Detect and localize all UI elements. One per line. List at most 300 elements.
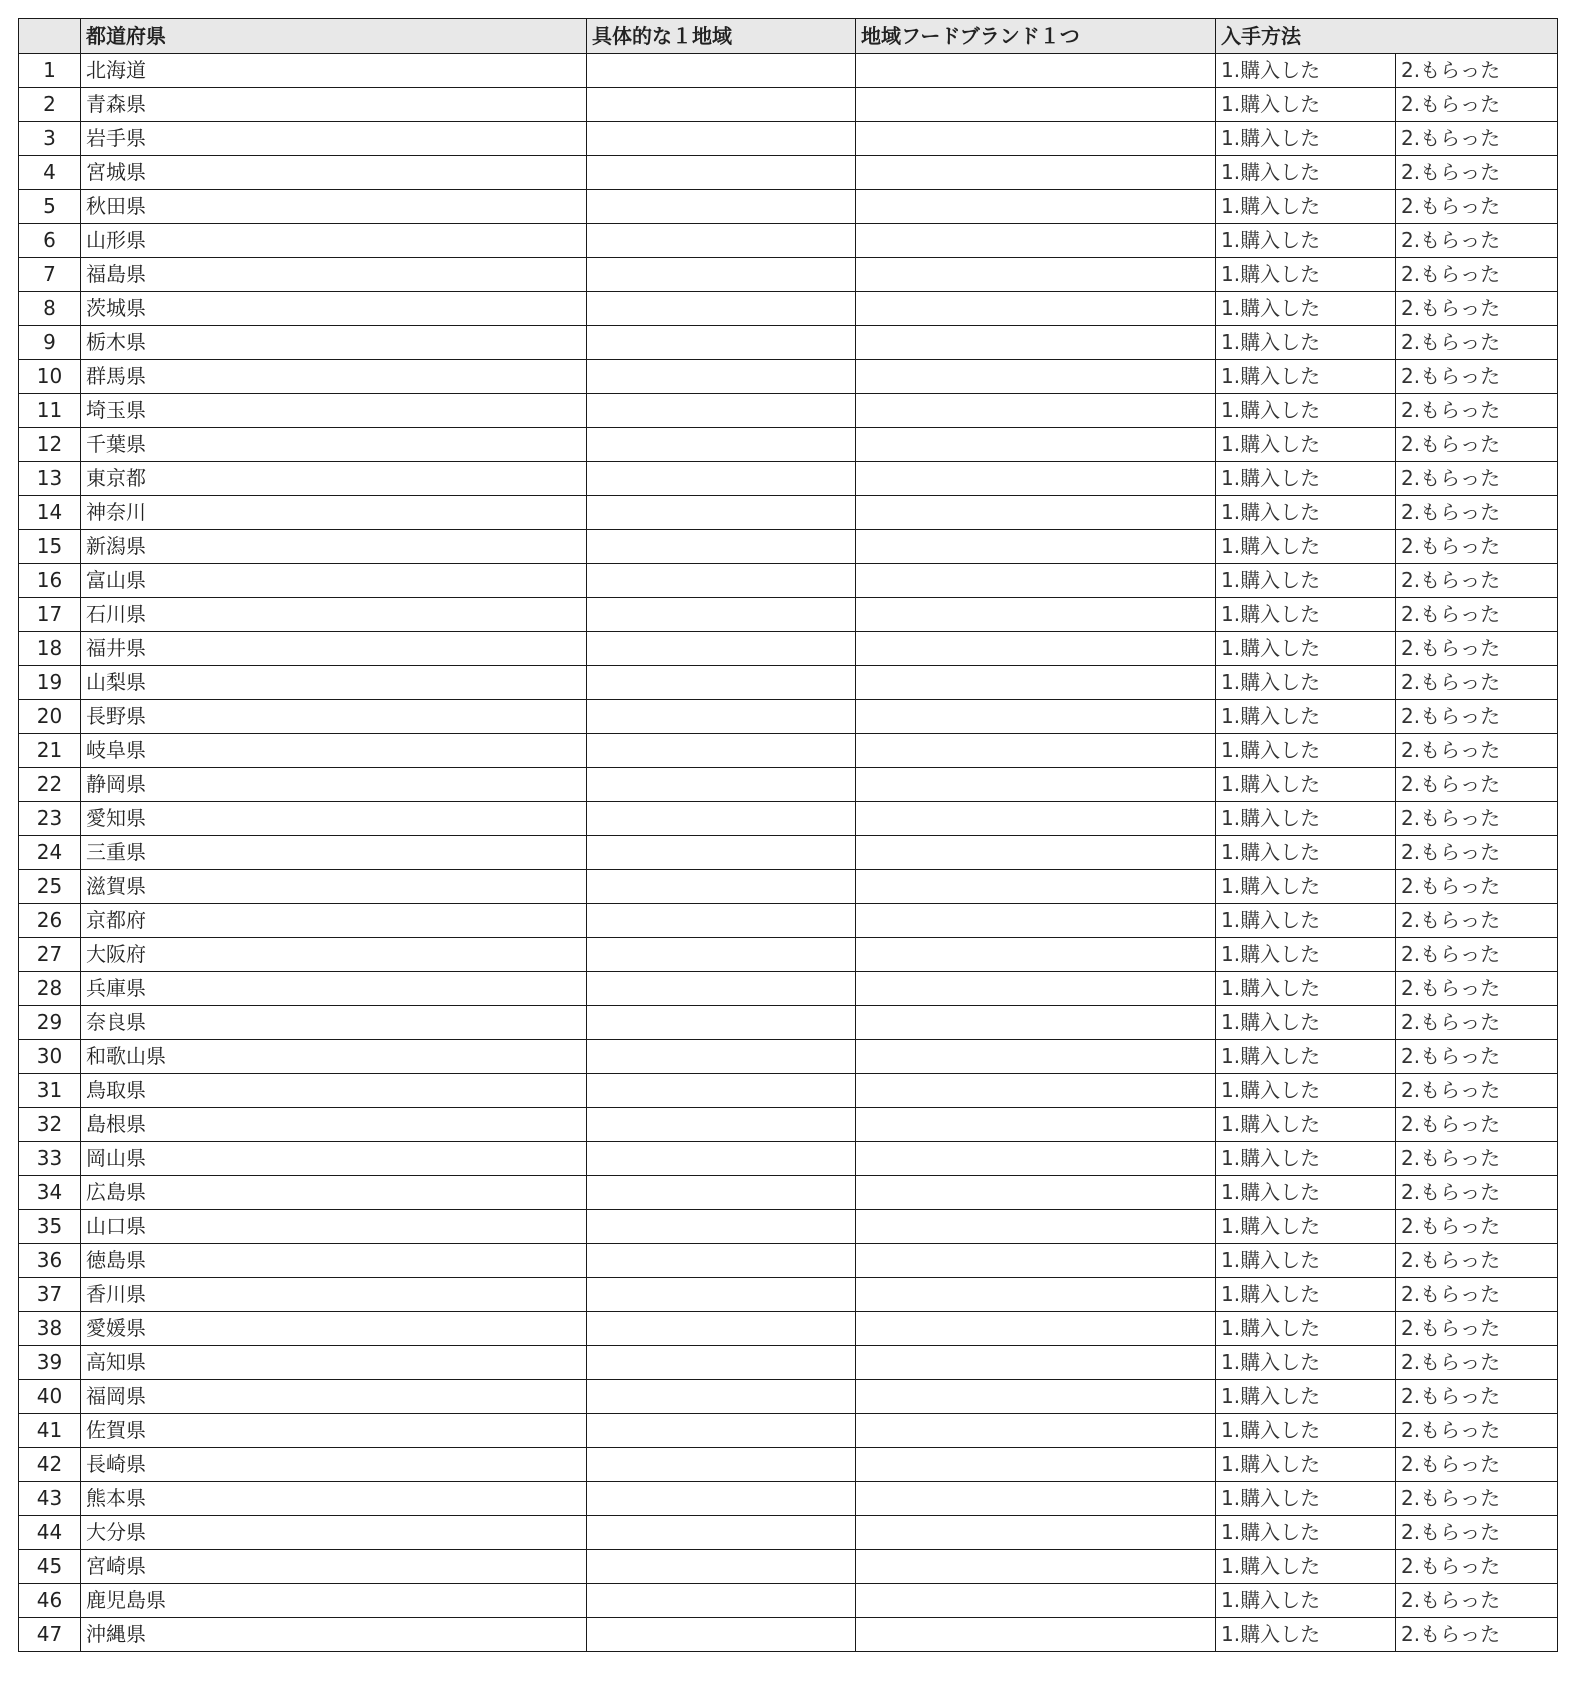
table-row [19, 632, 1558, 666]
row-region-input[interactable] [587, 768, 856, 802]
row-option-received[interactable]: 2.もらった [1396, 1584, 1558, 1618]
row-option-received[interactable]: 2.もらった [1396, 768, 1558, 802]
row-number: 18 [19, 632, 81, 666]
row-region-input[interactable] [587, 700, 856, 734]
row-prefecture: 富山県 [81, 564, 587, 598]
row-region-input[interactable] [587, 1040, 856, 1074]
table-row [19, 122, 1558, 156]
row-brand-input[interactable] [856, 1040, 1216, 1074]
table-row [19, 1006, 1558, 1040]
row-number: 23 [19, 802, 81, 836]
row-brand-input[interactable] [856, 904, 1216, 938]
row-prefecture: 福島県 [81, 258, 587, 292]
row-option-received[interactable]: 2.もらった [1396, 360, 1558, 394]
header-region: 具体的な１地域 [587, 19, 856, 54]
row-option-bought[interactable]: 1.購入した [1216, 836, 1396, 870]
row-option-bought[interactable]: 1.購入した [1216, 428, 1396, 462]
row-number: 10 [19, 360, 81, 394]
row-option-received[interactable]: 2.もらった [1396, 224, 1558, 258]
row-option-bought[interactable]: 1.購入した [1216, 598, 1396, 632]
row-option-bought[interactable]: 1.購入した [1216, 1312, 1396, 1346]
row-option-received[interactable]: 2.もらった [1396, 1142, 1558, 1176]
row-number: 26 [19, 904, 81, 938]
prefecture-table [18, 18, 1558, 1652]
row-brand-input[interactable] [856, 1618, 1216, 1652]
row-brand-input[interactable] [856, 1414, 1216, 1448]
row-option-bought[interactable]: 1.購入した [1216, 88, 1396, 122]
row-number: 11 [19, 394, 81, 428]
row-number: 38 [19, 1312, 81, 1346]
row-option-bought[interactable]: 1.購入した [1216, 462, 1396, 496]
row-number: 32 [19, 1108, 81, 1142]
row-option-received[interactable]: 2.もらった [1396, 394, 1558, 428]
row-number: 27 [19, 938, 81, 972]
row-brand-input[interactable] [856, 598, 1216, 632]
table-row [19, 1108, 1558, 1142]
row-number: 3 [19, 122, 81, 156]
row-prefecture: 山口県 [81, 1210, 587, 1244]
table-row [19, 1040, 1558, 1074]
row-region-input[interactable] [587, 428, 856, 462]
table-row [19, 1278, 1558, 1312]
row-prefecture: 徳島県 [81, 1244, 587, 1278]
row-region-input[interactable] [587, 1006, 856, 1040]
row-option-received[interactable]: 2.もらった [1396, 904, 1558, 938]
row-option-bought[interactable]: 1.購入した [1216, 1584, 1396, 1618]
row-option-bought[interactable]: 1.購入した [1216, 1380, 1396, 1414]
row-region-input[interactable] [587, 598, 856, 632]
table-row [19, 1414, 1558, 1448]
row-prefecture: 岐阜県 [81, 734, 587, 768]
table-row [19, 1482, 1558, 1516]
row-option-received[interactable]: 2.もらった [1396, 258, 1558, 292]
row-option-bought[interactable]: 1.購入した [1216, 122, 1396, 156]
table-row [19, 1346, 1558, 1380]
row-brand-input[interactable] [856, 1074, 1216, 1108]
row-option-received[interactable]: 2.もらった [1396, 54, 1558, 88]
row-option-received[interactable]: 2.もらった [1396, 870, 1558, 904]
row-number: 25 [19, 870, 81, 904]
row-region-input[interactable] [587, 938, 856, 972]
table-row [19, 870, 1558, 904]
row-option-bought[interactable]: 1.購入した [1216, 1142, 1396, 1176]
row-option-bought[interactable]: 1.購入した [1216, 632, 1396, 666]
row-number: 46 [19, 1584, 81, 1618]
row-option-bought[interactable]: 1.購入した [1216, 700, 1396, 734]
row-prefecture: 石川県 [81, 598, 587, 632]
prefecture-sheet [18, 18, 1558, 1652]
table-row [19, 428, 1558, 462]
table-row [19, 768, 1558, 802]
row-number: 19 [19, 666, 81, 700]
row-number: 7 [19, 258, 81, 292]
table-row [19, 734, 1558, 768]
row-region-input[interactable] [587, 190, 856, 224]
row-region-input[interactable] [587, 1244, 856, 1278]
row-option-bought[interactable]: 1.購入した [1216, 564, 1396, 598]
table-row [19, 496, 1558, 530]
row-option-received[interactable]: 2.もらった [1396, 666, 1558, 700]
row-brand-input[interactable] [856, 1006, 1216, 1040]
row-region-input[interactable] [587, 1380, 856, 1414]
row-brand-input[interactable] [856, 496, 1216, 530]
row-region-input[interactable] [587, 1584, 856, 1618]
row-option-bought[interactable]: 1.購入した [1216, 1108, 1396, 1142]
table-row [19, 326, 1558, 360]
row-option-bought[interactable]: 1.購入した [1216, 1550, 1396, 1584]
table-row [19, 1210, 1558, 1244]
row-region-input[interactable] [587, 1550, 856, 1584]
row-number: 37 [19, 1278, 81, 1312]
row-option-bought[interactable]: 1.購入した [1216, 1244, 1396, 1278]
row-option-received[interactable]: 2.もらった [1396, 1448, 1558, 1482]
row-option-bought[interactable]: 1.購入した [1216, 972, 1396, 1006]
table-row [19, 1516, 1558, 1550]
row-option-bought[interactable]: 1.購入した [1216, 734, 1396, 768]
row-option-received[interactable]: 2.もらった [1396, 462, 1558, 496]
table-row [19, 1584, 1558, 1618]
row-brand-input[interactable] [856, 938, 1216, 972]
row-option-received[interactable]: 2.もらった [1396, 1278, 1558, 1312]
row-option-received[interactable]: 2.もらった [1396, 1380, 1558, 1414]
row-brand-input[interactable] [856, 734, 1216, 768]
row-option-bought[interactable]: 1.購入した [1216, 1210, 1396, 1244]
table-row [19, 292, 1558, 326]
row-brand-input[interactable] [856, 428, 1216, 462]
row-region-input[interactable] [587, 88, 856, 122]
row-region-input[interactable] [587, 1278, 856, 1312]
table-row [19, 258, 1558, 292]
row-region-input[interactable] [587, 258, 856, 292]
row-region-input[interactable] [587, 496, 856, 530]
table-row [19, 1312, 1558, 1346]
row-option-received[interactable]: 2.もらった [1396, 1006, 1558, 1040]
row-option-received[interactable]: 2.もらった [1396, 496, 1558, 530]
row-option-received[interactable]: 2.もらった [1396, 1210, 1558, 1244]
row-region-input[interactable] [587, 122, 856, 156]
row-brand-input[interactable] [856, 1312, 1216, 1346]
row-brand-input[interactable] [856, 1448, 1216, 1482]
row-brand-input[interactable] [856, 700, 1216, 734]
row-option-received[interactable]: 2.もらった [1396, 428, 1558, 462]
row-number: 2 [19, 88, 81, 122]
header-number [19, 19, 81, 54]
row-region-input[interactable] [587, 666, 856, 700]
row-prefecture: 山形県 [81, 224, 587, 258]
row-prefecture: 山梨県 [81, 666, 587, 700]
row-region-input[interactable] [587, 734, 856, 768]
row-brand-input[interactable] [856, 1210, 1216, 1244]
row-brand-input[interactable] [856, 972, 1216, 1006]
row-number: 12 [19, 428, 81, 462]
table-row [19, 1550, 1558, 1584]
row-brand-input[interactable] [856, 564, 1216, 598]
row-number: 40 [19, 1380, 81, 1414]
table-row [19, 598, 1558, 632]
row-option-bought[interactable]: 1.購入した [1216, 1516, 1396, 1550]
row-region-input[interactable] [587, 394, 856, 428]
row-prefecture: 神奈川 [81, 496, 587, 530]
row-region-input[interactable] [587, 326, 856, 360]
row-option-received[interactable]: 2.もらった [1396, 564, 1558, 598]
row-region-input[interactable] [587, 1346, 856, 1380]
row-option-received[interactable]: 2.もらった [1396, 156, 1558, 190]
row-option-received[interactable]: 2.もらった [1396, 598, 1558, 632]
row-number: 44 [19, 1516, 81, 1550]
row-option-bought[interactable]: 1.購入した [1216, 394, 1396, 428]
row-option-received[interactable]: 2.もらった [1396, 1176, 1558, 1210]
row-region-input[interactable] [587, 360, 856, 394]
row-brand-input[interactable] [856, 1346, 1216, 1380]
row-region-input[interactable] [587, 632, 856, 666]
row-number: 21 [19, 734, 81, 768]
row-prefecture: 兵庫県 [81, 972, 587, 1006]
row-option-bought[interactable]: 1.購入した [1216, 1482, 1396, 1516]
table-row [19, 1448, 1558, 1482]
table-row [19, 666, 1558, 700]
row-number: 43 [19, 1482, 81, 1516]
row-brand-input[interactable] [856, 1380, 1216, 1414]
row-option-received[interactable]: 2.もらった [1396, 632, 1558, 666]
row-option-received[interactable]: 2.もらった [1396, 1482, 1558, 1516]
row-prefecture: 新潟県 [81, 530, 587, 564]
row-region-input[interactable] [587, 1108, 856, 1142]
row-region-input[interactable] [587, 1414, 856, 1448]
row-region-input[interactable] [587, 1448, 856, 1482]
row-brand-input[interactable] [856, 258, 1216, 292]
header-method: 入手方法 [1216, 19, 1558, 54]
row-region-input[interactable] [587, 1516, 856, 1550]
row-prefecture: 長崎県 [81, 1448, 587, 1482]
row-option-received[interactable]: 2.もらった [1396, 836, 1558, 870]
row-prefecture: 静岡県 [81, 768, 587, 802]
row-option-bought[interactable]: 1.購入した [1216, 530, 1396, 564]
row-option-received[interactable]: 2.もらった [1396, 530, 1558, 564]
row-brand-input[interactable] [856, 156, 1216, 190]
row-brand-input[interactable] [856, 1108, 1216, 1142]
row-option-bought[interactable]: 1.購入した [1216, 292, 1396, 326]
table-row [19, 972, 1558, 1006]
row-brand-input[interactable] [856, 870, 1216, 904]
row-option-received[interactable]: 2.もらった [1396, 972, 1558, 1006]
row-prefecture: 奈良県 [81, 1006, 587, 1040]
row-option-bought[interactable]: 1.購入した [1216, 1618, 1396, 1652]
row-brand-input[interactable] [856, 88, 1216, 122]
row-brand-input[interactable] [856, 326, 1216, 360]
row-brand-input[interactable] [856, 292, 1216, 326]
row-region-input[interactable] [587, 462, 856, 496]
row-brand-input[interactable] [856, 768, 1216, 802]
row-region-input[interactable] [587, 224, 856, 258]
header-prefecture: 都道府県 [81, 19, 587, 54]
row-option-bought[interactable]: 1.購入した [1216, 1176, 1396, 1210]
row-brand-input[interactable] [856, 1244, 1216, 1278]
row-option-received[interactable]: 2.もらった [1396, 326, 1558, 360]
row-option-bought[interactable]: 1.購入した [1216, 1278, 1396, 1312]
row-prefecture: 高知県 [81, 1346, 587, 1380]
row-option-bought[interactable]: 1.購入した [1216, 54, 1396, 88]
table-row [19, 700, 1558, 734]
row-option-bought[interactable]: 1.購入した [1216, 1006, 1396, 1040]
row-brand-input[interactable] [856, 360, 1216, 394]
row-number: 34 [19, 1176, 81, 1210]
row-brand-input[interactable] [856, 802, 1216, 836]
row-option-received[interactable]: 2.もらった [1396, 1312, 1558, 1346]
row-number: 36 [19, 1244, 81, 1278]
row-option-received[interactable]: 2.もらった [1396, 1040, 1558, 1074]
row-option-received[interactable]: 2.もらった [1396, 88, 1558, 122]
table-row [19, 394, 1558, 428]
row-number: 28 [19, 972, 81, 1006]
row-option-received[interactable]: 2.もらった [1396, 802, 1558, 836]
row-number: 14 [19, 496, 81, 530]
row-option-bought[interactable]: 1.購入した [1216, 666, 1396, 700]
row-option-received[interactable]: 2.もらった [1396, 938, 1558, 972]
row-option-received[interactable]: 2.もらった [1396, 1244, 1558, 1278]
row-brand-input[interactable] [856, 530, 1216, 564]
table-row [19, 836, 1558, 870]
row-region-input[interactable] [587, 972, 856, 1006]
row-brand-input[interactable] [856, 666, 1216, 700]
table-row [19, 564, 1558, 598]
row-brand-input[interactable] [856, 54, 1216, 88]
row-option-received[interactable]: 2.もらった [1396, 1414, 1558, 1448]
table-row [19, 938, 1558, 972]
row-brand-input[interactable] [856, 1142, 1216, 1176]
row-option-bought[interactable]: 1.購入した [1216, 224, 1396, 258]
row-brand-input[interactable] [856, 1482, 1216, 1516]
row-option-bought[interactable]: 1.購入した [1216, 938, 1396, 972]
row-region-input[interactable] [587, 54, 856, 88]
row-option-received[interactable]: 2.もらった [1396, 122, 1558, 156]
row-prefecture: 長野県 [81, 700, 587, 734]
row-option-bought[interactable]: 1.購入した [1216, 1448, 1396, 1482]
row-prefecture: 宮城県 [81, 156, 587, 190]
row-prefecture: 大阪府 [81, 938, 587, 972]
row-prefecture: 沖縄県 [81, 1618, 587, 1652]
row-brand-input[interactable] [856, 122, 1216, 156]
row-region-input[interactable] [587, 1176, 856, 1210]
row-option-received[interactable]: 2.もらった [1396, 1618, 1558, 1652]
row-option-bought[interactable]: 1.購入した [1216, 496, 1396, 530]
row-option-bought[interactable]: 1.購入した [1216, 326, 1396, 360]
row-option-received[interactable]: 2.もらった [1396, 1108, 1558, 1142]
row-prefecture: 和歌山県 [81, 1040, 587, 1074]
row-option-received[interactable]: 2.もらった [1396, 1346, 1558, 1380]
row-brand-input[interactable] [856, 1176, 1216, 1210]
row-brand-input[interactable] [856, 190, 1216, 224]
row-option-bought[interactable]: 1.購入した [1216, 1074, 1396, 1108]
row-region-input[interactable] [587, 836, 856, 870]
row-prefecture: 宮崎県 [81, 1550, 587, 1584]
row-brand-input[interactable] [856, 1278, 1216, 1312]
row-option-received[interactable]: 2.もらった [1396, 734, 1558, 768]
row-option-bought[interactable]: 1.購入した [1216, 1346, 1396, 1380]
row-prefecture: 福井県 [81, 632, 587, 666]
row-region-input[interactable] [587, 904, 856, 938]
row-option-bought[interactable]: 1.購入した [1216, 802, 1396, 836]
row-prefecture: 東京都 [81, 462, 587, 496]
row-number: 45 [19, 1550, 81, 1584]
table-row [19, 1176, 1558, 1210]
row-region-input[interactable] [587, 1074, 856, 1108]
row-brand-input[interactable] [856, 836, 1216, 870]
table-row [19, 530, 1558, 564]
row-number: 5 [19, 190, 81, 224]
row-option-bought[interactable]: 1.購入した [1216, 768, 1396, 802]
row-option-bought[interactable]: 1.購入した [1216, 156, 1396, 190]
row-brand-input[interactable] [856, 394, 1216, 428]
table-row [19, 802, 1558, 836]
row-number: 33 [19, 1142, 81, 1176]
row-option-received[interactable]: 2.もらった [1396, 190, 1558, 224]
row-option-bought[interactable]: 1.購入した [1216, 1414, 1396, 1448]
row-region-input[interactable] [587, 802, 856, 836]
table-row [19, 462, 1558, 496]
row-prefecture: 愛知県 [81, 802, 587, 836]
row-prefecture: 秋田県 [81, 190, 587, 224]
header-row [19, 19, 1558, 54]
row-prefecture: 三重県 [81, 836, 587, 870]
row-region-input[interactable] [587, 564, 856, 598]
row-option-received[interactable]: 2.もらった [1396, 1550, 1558, 1584]
row-brand-input[interactable] [856, 1516, 1216, 1550]
row-region-input[interactable] [587, 1142, 856, 1176]
row-number: 9 [19, 326, 81, 360]
row-prefecture: 鳥取県 [81, 1074, 587, 1108]
row-option-received[interactable]: 2.もらった [1396, 1516, 1558, 1550]
row-prefecture: 栃木県 [81, 326, 587, 360]
row-prefecture: 鹿児島県 [81, 1584, 587, 1618]
row-brand-input[interactable] [856, 1584, 1216, 1618]
row-option-bought[interactable]: 1.購入した [1216, 870, 1396, 904]
row-number: 39 [19, 1346, 81, 1380]
row-number: 24 [19, 836, 81, 870]
row-number: 13 [19, 462, 81, 496]
row-number: 15 [19, 530, 81, 564]
row-brand-input[interactable] [856, 632, 1216, 666]
row-number: 6 [19, 224, 81, 258]
row-option-bought[interactable]: 1.購入した [1216, 190, 1396, 224]
row-brand-input[interactable] [856, 1550, 1216, 1584]
row-region-input[interactable] [587, 1482, 856, 1516]
row-prefecture: 愛媛県 [81, 1312, 587, 1346]
row-region-input[interactable] [587, 1618, 856, 1652]
row-prefecture: 熊本県 [81, 1482, 587, 1516]
row-option-received[interactable]: 2.もらった [1396, 292, 1558, 326]
table-row [19, 1074, 1558, 1108]
row-region-input[interactable] [587, 870, 856, 904]
row-option-bought[interactable]: 1.購入した [1216, 360, 1396, 394]
row-region-input[interactable] [587, 156, 856, 190]
row-number: 29 [19, 1006, 81, 1040]
row-number: 42 [19, 1448, 81, 1482]
row-region-input[interactable] [587, 1210, 856, 1244]
row-region-input[interactable] [587, 292, 856, 326]
row-option-received[interactable]: 2.もらった [1396, 700, 1558, 734]
row-region-input[interactable] [587, 530, 856, 564]
row-option-bought[interactable]: 1.購入した [1216, 1040, 1396, 1074]
row-brand-input[interactable] [856, 224, 1216, 258]
table-row [19, 54, 1558, 88]
row-number: 35 [19, 1210, 81, 1244]
row-number: 47 [19, 1618, 81, 1652]
row-option-bought[interactable]: 1.購入した [1216, 904, 1396, 938]
row-option-received[interactable]: 2.もらった [1396, 1074, 1558, 1108]
row-region-input[interactable] [587, 1312, 856, 1346]
row-brand-input[interactable] [856, 462, 1216, 496]
row-option-bought[interactable]: 1.購入した [1216, 258, 1396, 292]
